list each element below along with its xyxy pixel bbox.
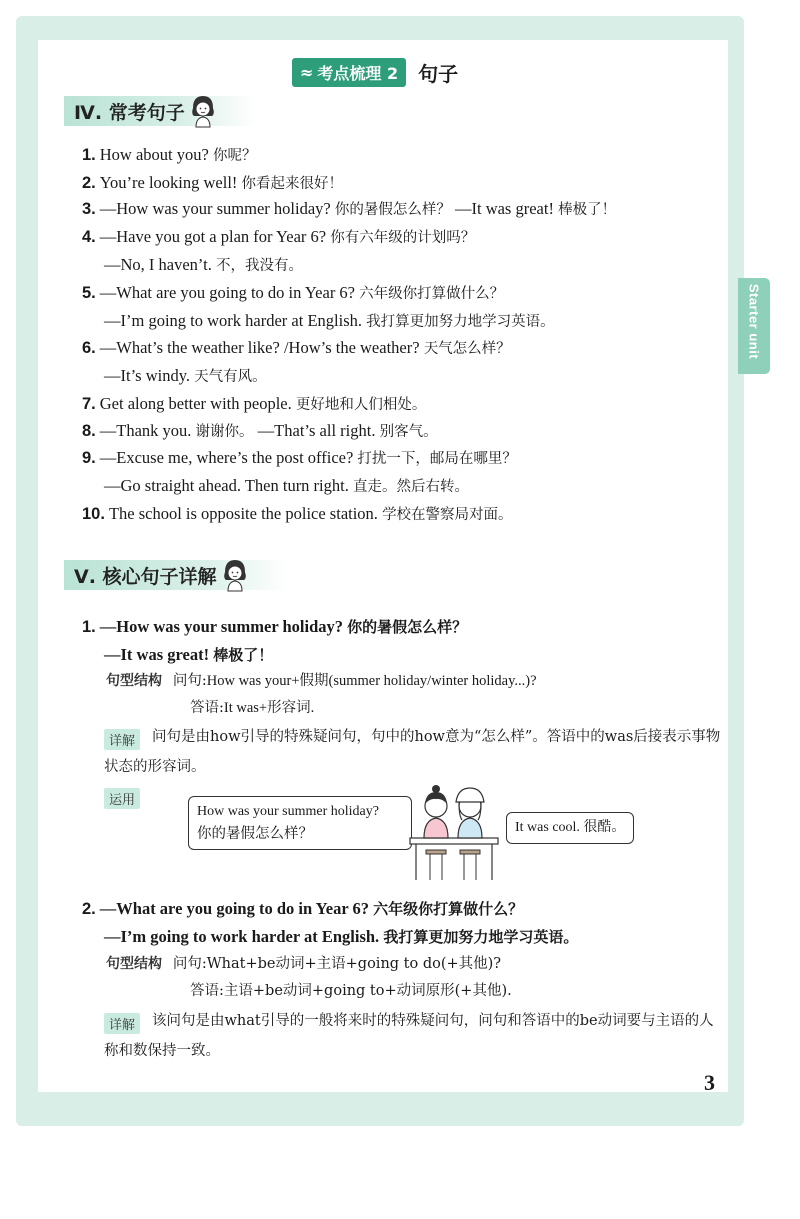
use-label: 运用 bbox=[104, 788, 140, 809]
topic-badge-label: 考点梳理 2 bbox=[317, 64, 399, 83]
side-tab bbox=[738, 278, 770, 374]
detail-text-1: 问句是由how引导的特殊疑问句，句中的how意为“怎么样”。答语中的was后接表示事物状态的形容词。 bbox=[104, 729, 721, 775]
list-item: —It’s windy. 天气有风。 bbox=[104, 366, 267, 385]
list-item: 1. How about you? 你呢？ bbox=[82, 145, 257, 164]
list-item: —I’m going to work harder at English. 我打算更加努力地学习英语。 bbox=[104, 311, 555, 330]
girl-icon bbox=[189, 94, 217, 128]
section-heading-4-text: Ⅳ. 常考句子 bbox=[74, 101, 185, 124]
topic-header bbox=[292, 58, 458, 87]
section-heading-4 bbox=[64, 96, 257, 126]
detail-label-2: 详解 bbox=[104, 1013, 140, 1034]
core-sentence-2-question: 2. —What are you going to do in Year 6? 六年级你打算做什么？ bbox=[82, 899, 524, 918]
page-number: 3 bbox=[704, 1070, 715, 1095]
structure-1-answer: 答语:It was+形容词. bbox=[190, 700, 315, 716]
list-item: 8. —Thank you. 谢谢你。 —That’s all right. 别客气。 bbox=[82, 421, 438, 440]
list-item: —No, I haven’t. 不，我没有。 bbox=[104, 255, 303, 274]
speech-bubble-right: It was cool. 很酷。 bbox=[506, 812, 634, 844]
speech-bubble-left: How was your summer holiday? 你的暑假怎么样？ bbox=[188, 796, 412, 850]
list-item: 5. —What are you going to do in Year 6? 六年级你打算做什么？ bbox=[82, 283, 505, 302]
core-sentence-1-question: 1. —How was your summer holiday? 你的暑假怎么样？ bbox=[82, 617, 468, 636]
girl-icon bbox=[221, 558, 249, 592]
list-item: 10. The school is opposite the police station. 学校在警察局对面。 bbox=[82, 504, 513, 523]
list-item: 7. Get along better with people. 更好地和人们相处。 bbox=[82, 394, 427, 413]
girls-at-desk-illustration bbox=[404, 780, 504, 884]
core-sentence-2-answer: —I’m going to work harder at English. 我打算更加努力地学习英语。 bbox=[104, 927, 579, 946]
section-heading-5-text: Ⅴ. 核心句子详解 bbox=[74, 565, 217, 588]
list-item: 9. —Excuse me, where’s the post office? 打扰一下，邮局在哪里？ bbox=[82, 448, 517, 467]
core-sentence-1-answer: —It was great! 棒极了！ bbox=[104, 645, 274, 664]
detail-text-2: 该问句是由what引导的一般将来时的特殊疑问句，问句和答语中的be动词要与主语的人称和数保持一致。 bbox=[104, 1013, 714, 1059]
list-item: 3. —How was your summer holiday? 你的暑假怎么样？ —It was great! 棒极了！ bbox=[82, 199, 617, 218]
detail-label-1: 详解 bbox=[104, 729, 140, 750]
structure-1-question: 句型结构 问句:How was your+假期(summer holiday/winter holiday...)? bbox=[106, 673, 537, 689]
list-item: 2. You’re looking well! 你看起来很好！ bbox=[82, 173, 344, 192]
structure-2-question: 句型结构 问句:What+be动词+主语+going to do(+其他)? bbox=[106, 956, 502, 972]
list-item: 4. —Have you got a plan for Year 6? 你有六年级的计划吗？ bbox=[82, 227, 476, 246]
wave-icon: ≈ bbox=[300, 63, 314, 82]
topic-badge bbox=[292, 58, 406, 87]
side-tab-label: Starter unit bbox=[746, 283, 762, 360]
section-heading-5 bbox=[64, 560, 289, 590]
list-item: —Go straight ahead. Then turn right. 直走。然后右转。 bbox=[104, 476, 469, 495]
list-item: 6. —What’s the weather like? /How’s the weather? 天气怎么样？ bbox=[82, 338, 511, 357]
topic-title: 句子 bbox=[418, 62, 459, 86]
structure-2-answer: 答语:主语+be动词+going to+动词原形(+其他). bbox=[190, 983, 512, 999]
